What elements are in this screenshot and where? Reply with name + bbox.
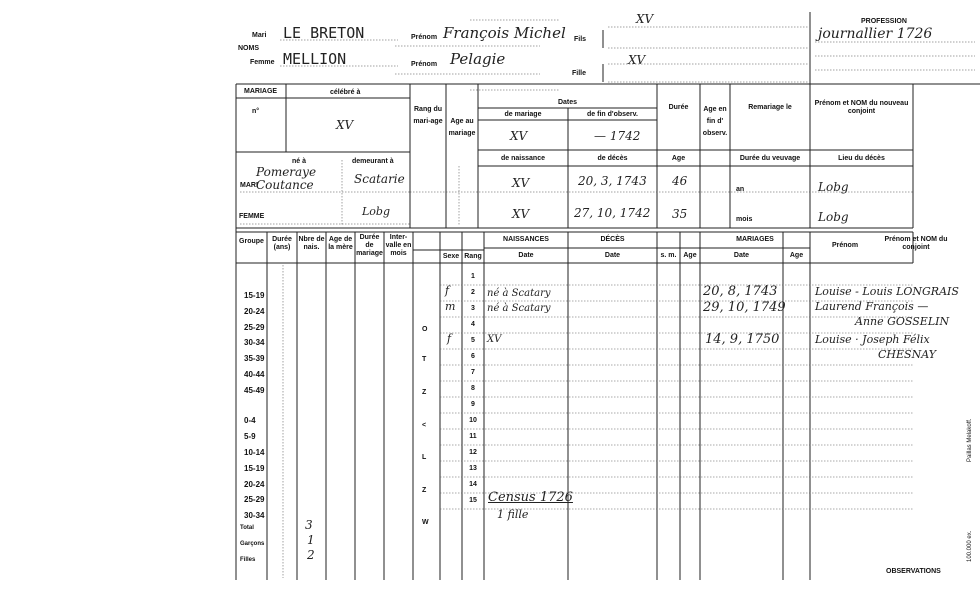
femme-lieu-deces[interactable]: Lobg: [818, 210, 849, 224]
sm-header: s. m.: [660, 252, 677, 259]
mariage-place-mark[interactable]: XV: [336, 118, 354, 132]
profession-value[interactable]: journallier 1726: [818, 26, 933, 42]
duree-veuvage-label: Durée du veuvage: [739, 155, 801, 162]
mariage-age-header: Age: [789, 252, 804, 259]
side-letter: W: [422, 519, 429, 526]
col-duree-mariage: Durée de mariage: [356, 234, 383, 257]
no-label: n°: [252, 108, 260, 115]
de-mariage-label: de mariage: [504, 111, 542, 118]
prenom-label-femme: Prénom: [411, 61, 438, 68]
marriage-date-3[interactable]: 29, 10, 1749: [703, 300, 786, 315]
group-label: 20-24: [244, 480, 265, 489]
col-nbre: Nbre de nais.: [298, 236, 325, 251]
rank-label: 13: [469, 465, 477, 472]
profession-label: PROFESSION: [861, 18, 907, 25]
fin-observ-label: de fin d'observ.: [587, 111, 638, 118]
col-intervalle: Inter-valle en mois: [385, 234, 412, 257]
side-letter: L: [422, 454, 427, 461]
demeurant-label: demeurant à: [352, 158, 394, 165]
side-letter: T: [422, 356, 427, 363]
nouveau-conjoint-label: Prénom et NOM du nouveau conjoint: [814, 100, 909, 115]
rank-label: 7: [471, 369, 475, 376]
rank-label: 8: [471, 385, 475, 392]
mariage-date[interactable]: XV: [510, 129, 528, 143]
conjoint-1[interactable]: Louise - Louis LONGRAIS: [815, 285, 959, 298]
mari-label: Mari: [252, 32, 267, 39]
group-label: 15-19: [244, 291, 265, 300]
birth-5[interactable]: XV: [487, 334, 502, 345]
mariages-header: MARIAGES: [736, 236, 774, 243]
fille-mark[interactable]: XV: [628, 53, 646, 67]
group-label: Total: [240, 525, 254, 531]
group-label: 20-24: [244, 307, 265, 316]
femme-label: Femme: [250, 59, 275, 66]
deces-header: DÉCÈS: [600, 236, 625, 243]
naissance-date-header: Date: [518, 252, 534, 259]
celebre-label: célébré à: [330, 89, 361, 96]
mari-naissance[interactable]: XV: [512, 176, 530, 190]
side-letter: O: [422, 326, 428, 333]
col-age-mere: Age de la mère: [328, 236, 353, 251]
prenom-header: Prénom: [832, 242, 859, 249]
femme-row-label: FEMME: [239, 213, 265, 220]
duree-label: Durée: [668, 104, 689, 111]
fils-label: Fils: [574, 36, 587, 43]
col-sexe: Sexe: [442, 253, 460, 260]
sexe-2[interactable]: f: [445, 284, 450, 297]
sexe-5[interactable]: f: [447, 332, 452, 345]
conjoint-2[interactable]: Laurend François —: [815, 300, 929, 313]
observations-label: OBSERVATIONS: [886, 568, 941, 575]
sexe-3[interactable]: m: [445, 300, 456, 313]
rank-label: 6: [471, 353, 475, 360]
femme-prenom[interactable]: Pelagie: [450, 50, 506, 68]
mari-deces[interactable]: 20, 3, 1743: [578, 174, 647, 188]
side-letter: Z: [422, 389, 427, 396]
lieu-deces-label: Lieu du décès: [838, 155, 885, 162]
rang-label: Rang du mari-age: [413, 106, 443, 125]
conjoint-4[interactable]: Louise · Joseph Félix: [815, 333, 930, 346]
conjoint-5[interactable]: CHESNAY: [878, 348, 936, 361]
femme-age[interactable]: 35: [672, 207, 688, 221]
group-label: 45-49: [244, 386, 265, 395]
garcons-nbre[interactable]: 1: [307, 533, 315, 547]
fils-mark[interactable]: XV: [636, 12, 654, 26]
fille-label: Fille: [572, 70, 587, 77]
rank-label: 14: [469, 481, 477, 488]
side-letter: Z: [422, 487, 427, 494]
mari-name[interactable]: LE BRETON: [283, 24, 365, 42]
group-label: 35-39: [244, 354, 265, 363]
mari-ne-a[interactable]: Pomeraye Coutance: [256, 165, 317, 192]
filles-nbre[interactable]: 2: [307, 548, 315, 562]
rank-label: 15: [469, 497, 477, 504]
deces-age-header: Age: [683, 252, 697, 259]
conjoint-3[interactable]: Anne GOSSELIN: [855, 315, 950, 328]
group-label: 25-29: [244, 495, 265, 504]
print-count: 100.000 ex.: [967, 530, 973, 562]
group-label: 10-14: [244, 448, 265, 457]
group-label: 30-34: [244, 338, 265, 347]
age-fin-label: Age en fin d' observ.: [702, 106, 728, 137]
col-duree: Durée (ans): [272, 236, 292, 251]
deces-label: de décès: [597, 155, 628, 162]
age-mariage-label: Age au mariage: [448, 118, 476, 137]
ne-a-label: né à: [292, 158, 307, 165]
mariage-date-header: Date: [733, 252, 750, 259]
group-label: Garçons: [240, 541, 265, 547]
rank-label: 10: [469, 417, 477, 424]
mari-prenom[interactable]: François Michel: [443, 24, 566, 42]
marriage-date-2[interactable]: 20, 8, 1743: [703, 284, 778, 299]
mois-label: mois: [736, 216, 753, 223]
rank-label: 11: [469, 433, 477, 440]
col-groupe: Groupe: [239, 238, 264, 245]
group-label: 5-9: [244, 432, 256, 441]
rank-label: 3: [471, 305, 475, 312]
rank-label: 4: [471, 321, 475, 328]
noms-label: NOMS: [238, 45, 259, 52]
naissance-label: de naissance: [501, 155, 545, 162]
fin-observ-date[interactable]: — 1742: [594, 129, 641, 143]
mari-lieu-deces[interactable]: Lobg: [818, 180, 849, 194]
naissances-header: NAISSANCES: [503, 236, 549, 243]
femme-naissance[interactable]: XV: [512, 207, 530, 221]
side-letter: <: [422, 422, 427, 429]
mari-row-label: MARI: [240, 182, 258, 189]
printer-label: Paillas Melakoff.: [967, 418, 973, 462]
rank-label: 2: [471, 289, 475, 296]
deces-date-header: Date: [604, 252, 621, 259]
group-label: 40-44: [244, 370, 265, 379]
rank-label: 9: [471, 401, 475, 408]
birth-3[interactable]: né à Scatary: [487, 303, 551, 314]
femme-name[interactable]: MELLION: [283, 50, 347, 68]
mari-age[interactable]: 46: [672, 174, 688, 188]
prenom-label-mari: Prénom: [411, 34, 438, 41]
en-label: an: [736, 186, 745, 193]
dates-label: Dates: [557, 99, 578, 106]
census-note[interactable]: Census 1726: [488, 490, 573, 505]
census-detail[interactable]: 1 fille: [497, 508, 529, 521]
marriage-date-5[interactable]: 14, 9, 1750: [705, 332, 780, 347]
birth-2[interactable]: né à Scatary: [487, 288, 551, 299]
remariage-label: Remariage le: [748, 104, 792, 111]
mariage-title: MARIAGE: [244, 88, 278, 95]
femme-demeurant[interactable]: Lobg: [362, 205, 391, 218]
mari-demeurant[interactable]: Scatarie: [354, 172, 405, 186]
conjoint-header: Prénom et NOM du conjoint: [884, 236, 948, 251]
age-col-label: Age: [671, 155, 686, 162]
group-label: 0-4: [244, 416, 256, 425]
group-label: 30-34: [244, 511, 265, 520]
col-rang: Rang: [464, 253, 482, 260]
rank-label: 12: [469, 449, 477, 456]
group-label: 25-29: [244, 323, 265, 332]
group-label: Filles: [240, 557, 256, 563]
femme-deces[interactable]: 27, 10, 1742: [574, 206, 651, 220]
rank-label: 5: [471, 337, 475, 344]
group-label: 15-19: [244, 464, 265, 473]
rank-label: 1: [471, 273, 475, 280]
total-nbre[interactable]: 3: [305, 518, 313, 532]
